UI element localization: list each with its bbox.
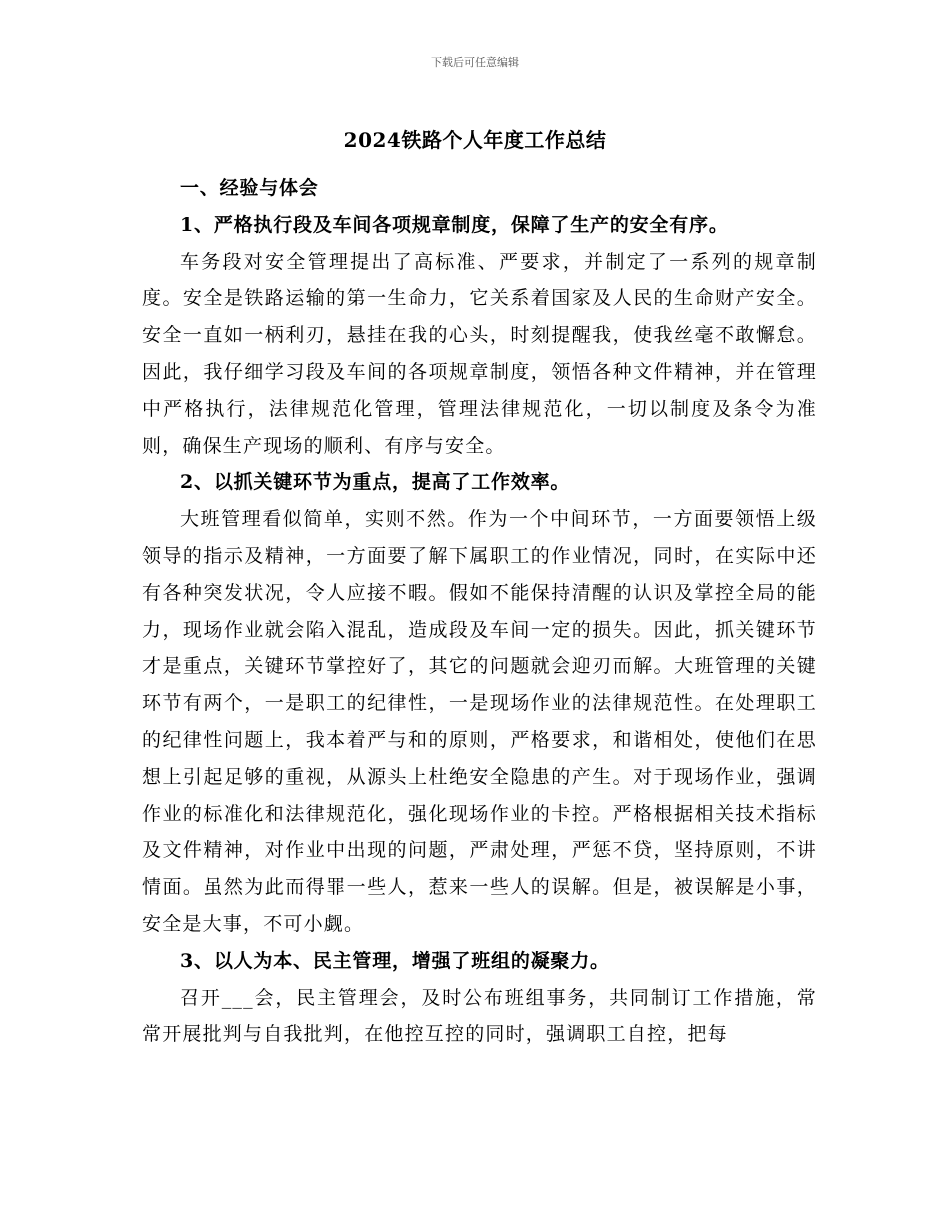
item3-paragraph: 召开___会，民主管理会，及时公布班组事务，共同制订工作措施，常常开展批判与自我批判，在他控互控的同时，强调职工自控，把每 — [142, 986, 817, 1046]
item2-heading: 2、以抓关键环节为重点，提高了工作效率。 — [180, 471, 571, 494]
item1-paragraph: 车务段对安全管理提出了高标准、严要求，并制定了一系列的规章制度。安全是铁路运输的第一生命力，它关系着国家及人民的生命财产安全。安全一直如一柄利刃，悬挂在我的心头，时刻提醒我，使我丝毫不敢懈怠。因此，我仔细学习段及车间的各项规章制度，领悟各种文件精神，并在管理中严格执行，法律规范化管理，管理法律规范化，一切以制度及条令为准则，确保生产现场的顺利、有序与安全。 — [142, 250, 817, 457]
document-body — [142, 170, 817, 1053]
item1-heading: 1、严格执行段及车间各项规章制度，保障了生产的安全有序。 — [180, 213, 729, 236]
section-heading: 一、经验与体会 — [180, 177, 319, 199]
item3-heading: 3、以人为本、民主管理，增强了班组的凝聚力。 — [180, 949, 610, 972]
document-title: 2024铁路个人年度工作总结 — [343, 128, 607, 152]
item2-paragraph: 大班管理看似简单，实则不然。作为一个中间环节，一方面要领悟上级领导的指示及精神，一方面要了解下属职工的作业情况，同时，在实际中还有各种突发状况，令人应接不暇。假如不能保持清醒的认识及掌控全局的能力，现场作业就会陷入混乱，造成段及车间一定的损失。因此，抓关键环节才是重点，关键环节掌控好了，其它的问题就会迎刃而解。大班管理的关键环节有两个，一是职工的纪律性，一是现场作业的法律规范性。在处理职工的纪律性问题上，我本着严与和的原则，严格要求，和谐相处，使他们在思想上引起足够的重视，从源头上杜绝安全隐患的产生。对于现场作业，强调作业的标准化和法律规范化，强化现场作业的卡控。严格根据相关技术指标及文件精神，对作业中出现的问题，严肃处理，严惩不贷，坚持原则，不讲情面。虽然为此而得罪一些人，惹来一些人的误解。但是，被误解是小事，安全是大事，不可小觑。 — [142, 508, 817, 935]
page-header-note: 下载后可任意编辑 — [431, 56, 519, 69]
